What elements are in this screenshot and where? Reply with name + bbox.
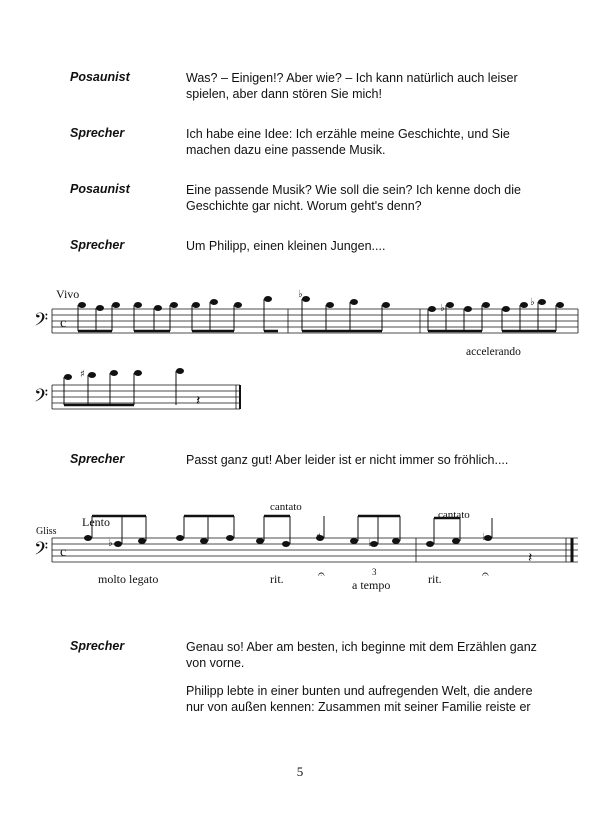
notes-group — [78, 296, 564, 312]
bass-clef-icon: 𝄢 — [34, 386, 49, 411]
triplet-marking: 3 — [372, 567, 377, 577]
gliss-marking: Gliss — [36, 526, 57, 537]
common-time-icon: c — [60, 545, 67, 560]
dialogue-text — [186, 70, 536, 102]
cantato-marking: cantato — [270, 501, 302, 513]
dialogue-text — [186, 238, 536, 254]
rit-marking: rit. — [270, 572, 284, 586]
speaker-label: Sprecher — [70, 238, 125, 252]
svg-text:♭: ♭ — [530, 297, 535, 308]
fermata-icon: 𝄐 — [318, 567, 325, 581]
dialogue-line: Was? – Einigen!? Aber wie? – Ich kann natürlich auch leiser — [186, 71, 518, 85]
tempo-marking: Vivo — [56, 287, 80, 301]
page-number: 5 — [296, 764, 304, 779]
common-time-icon: c — [60, 316, 67, 331]
dialogue-line: Ich habe eine Idee: Ich erzähle meine Geschichte, und Sie — [186, 127, 510, 141]
dialogue-line: Geschichte gar nicht. Worum geht's denn? — [186, 199, 422, 213]
dialogue-line: von vorne. — [186, 656, 245, 670]
narration-line: Philipp lebte in einer bunten und aufregenden Welt, die andere — [186, 684, 533, 698]
dialogue-text — [186, 126, 536, 158]
dialogue-text — [186, 452, 536, 468]
rest-icon: 𝄽 — [528, 550, 533, 566]
narration-text — [186, 683, 536, 715]
a-tempo-marking: a tempo — [352, 578, 391, 592]
cantato-marking: cantato — [438, 509, 470, 521]
rest-icon: 𝄽 — [196, 393, 201, 409]
dialogue-text — [186, 182, 536, 214]
speaker-label: Sprecher — [70, 639, 125, 653]
bass-clef-icon — [34, 310, 48, 335]
dialogue-line: Passt ganz gut! Aber leider ist er nicht immer so fröhlich.... — [186, 453, 509, 467]
svg-text:♭: ♭ — [298, 289, 303, 300]
rit-marking: rit. — [428, 572, 442, 586]
speaker-label: Sprecher — [70, 452, 125, 466]
accelerando-marking: accelerando — [466, 346, 521, 358]
dialogue-text — [186, 639, 536, 671]
svg-text:♯: ♯ — [316, 532, 321, 543]
dialogue-line: Genau so! Aber am besten, ich beginne mit dem Erzählen ganz — [186, 640, 537, 654]
svg-text:♭: ♭ — [440, 303, 445, 314]
svg-text:♭: ♭ — [108, 538, 113, 549]
fermata-icon: 𝄐 — [482, 567, 489, 581]
legato-marking: molto legato — [98, 572, 159, 586]
dialogue-line: machen dazu eine passende Musik. — [186, 143, 386, 157]
dialogue-line: spielen, aber dann stören Sie mich! — [186, 87, 382, 101]
speaker-label: Posaunist — [70, 70, 130, 84]
tempo-marking: Lento — [82, 515, 110, 529]
speaker-label: Posaunist — [70, 182, 130, 196]
speaker-label: Sprecher — [70, 126, 125, 140]
dialogue-line: Eine passende Musik? Wie soll die sein? Ich kenne doch die — [186, 183, 521, 197]
svg-text:♭: ♭ — [368, 538, 373, 549]
svg-text:♭: ♭ — [482, 532, 487, 543]
narration-line: nur von außen kennen: Zusammen mit seiner Familie reiste er — [186, 700, 531, 714]
bass-clef-icon: 𝄢 — [34, 539, 49, 564]
svg-text:𝄢: 𝄢 — [34, 310, 49, 335]
svg-text:♯: ♯ — [80, 369, 85, 380]
dialogue-line: Um Philipp, einen kleinen Jungen.... — [186, 239, 386, 253]
